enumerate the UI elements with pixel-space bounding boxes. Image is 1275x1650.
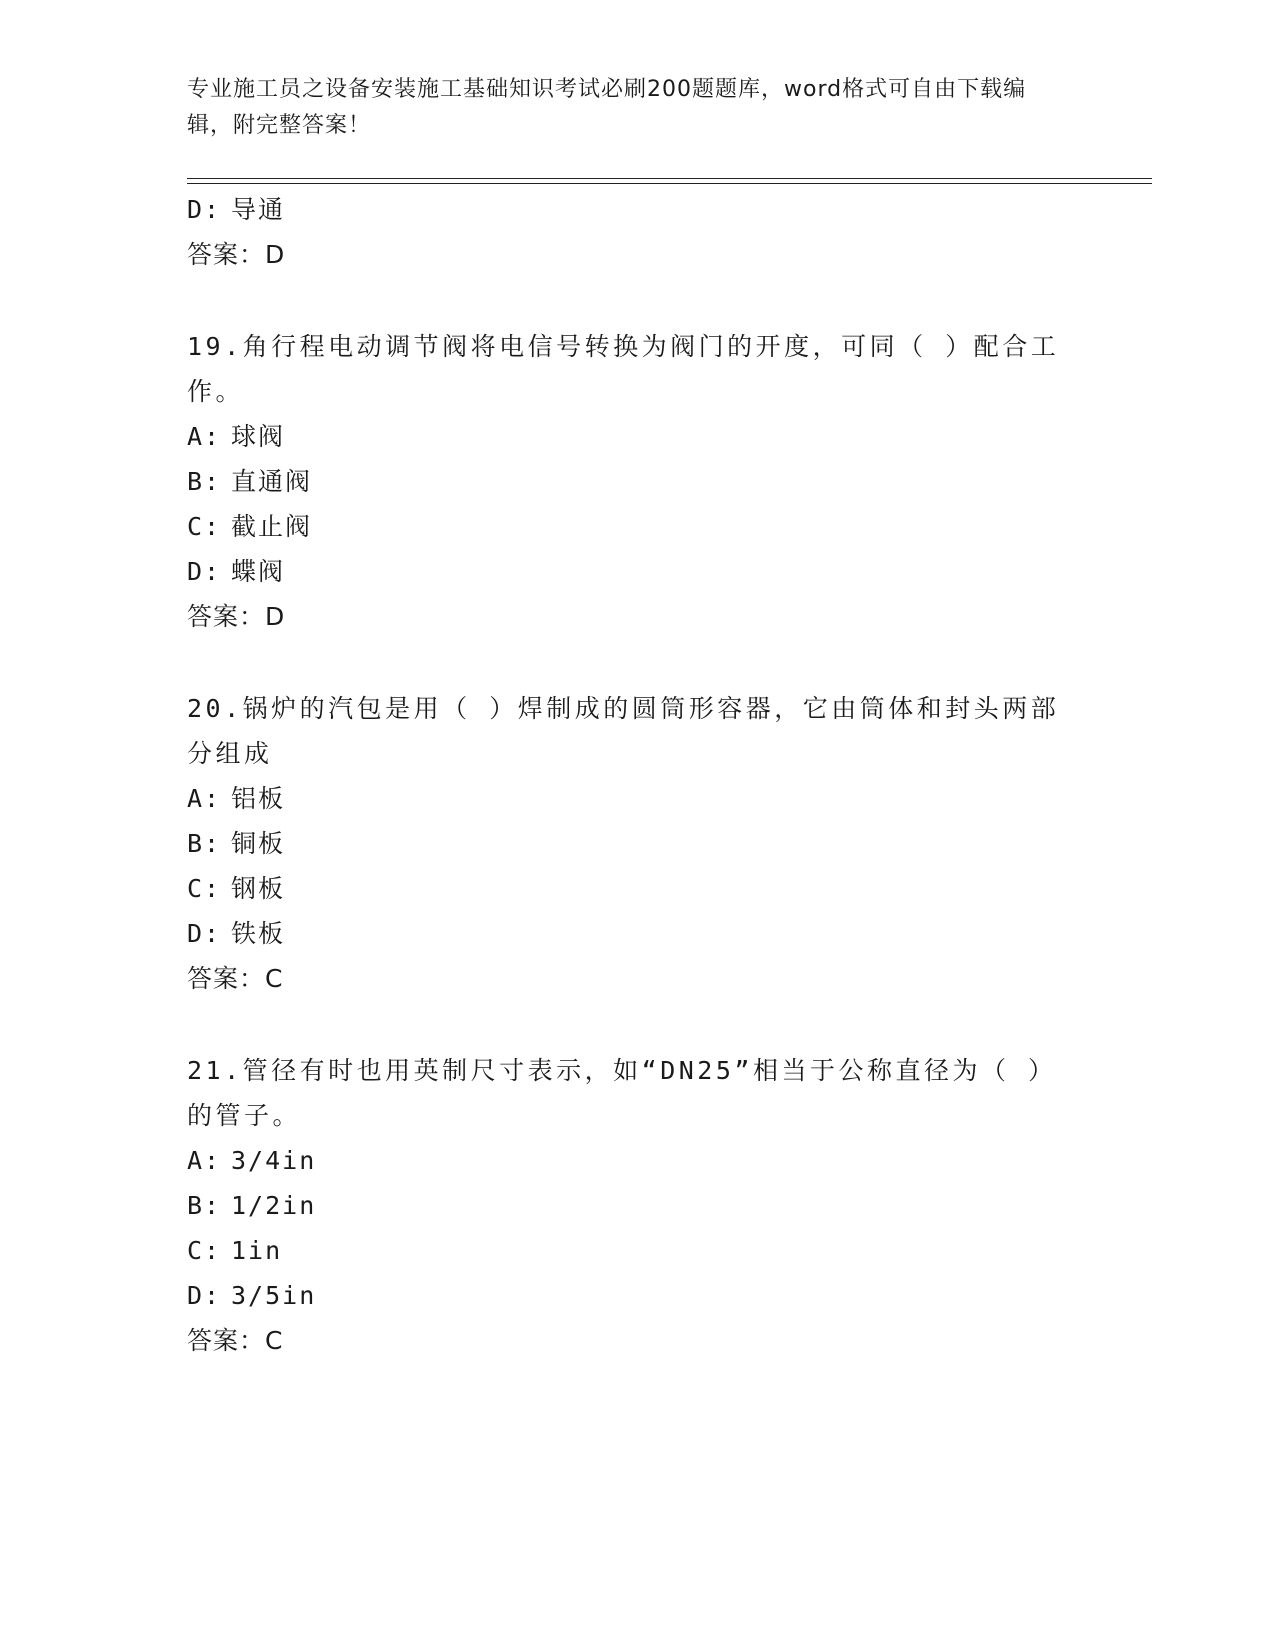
option-text: 铜板: [231, 829, 286, 858]
option-letter: D:: [187, 1281, 222, 1310]
option-letter: A:: [187, 1146, 222, 1175]
option-letter: C:: [187, 512, 222, 541]
option-a: [187, 1138, 1067, 1183]
option-text: 3/4in: [231, 1146, 317, 1175]
option-text: 1in: [231, 1236, 283, 1265]
question-20: [187, 686, 1067, 1002]
option-a: [187, 776, 1067, 821]
answer-line: 答案：D: [187, 602, 286, 631]
option-text: 铁板: [231, 919, 286, 948]
option-d: [187, 1273, 1067, 1318]
option-letter: B:: [187, 1191, 222, 1220]
option-b: [187, 459, 1067, 504]
option-text: 直通阀: [231, 467, 313, 496]
header-divider-bottom: [187, 183, 1152, 184]
header-divider-top: [187, 178, 1152, 179]
question-text: 19.角行程电动调节阀将电信号转换为阀门的开度，可同（ ）配合工作。: [187, 332, 1060, 406]
option-text: 铝板: [231, 784, 286, 813]
option-letter: C:: [187, 1236, 222, 1265]
option-letter: D:: [187, 919, 222, 948]
question-19: [187, 324, 1067, 640]
option-d: [187, 549, 1067, 594]
document-header: 专业施工员之设备安装施工基础知识考试必刷200题题库，word格式可自由下载编辑，附完整答案！: [187, 77, 1027, 138]
answer-line: 答案：C: [187, 1326, 284, 1355]
question-text: 21.管径有时也用英制尺寸表示，如“DN25”相当于公称直径为（ ）的管子。: [187, 1056, 1057, 1130]
option-c: [187, 504, 1067, 549]
option-letter: A:: [187, 784, 222, 813]
option-b: [187, 1183, 1067, 1228]
option-c: [187, 866, 1067, 911]
question-text: 20.锅炉的汽包是用（ ）焊制成的圆筒形容器，它由筒体和封头两部分组成: [187, 694, 1060, 768]
option-a: [187, 414, 1067, 459]
option-letter: B:: [187, 829, 222, 858]
answer-line: 答案：D: [187, 240, 286, 269]
option-letter: C:: [187, 874, 222, 903]
answer-line: 答案：C: [187, 964, 284, 993]
option-text: 截止阀: [231, 512, 313, 541]
option-letter: D:: [187, 195, 222, 224]
question-list: [187, 187, 1067, 1364]
option-b: [187, 821, 1067, 866]
option-letter: A:: [187, 422, 222, 451]
option-text: 3/5in: [231, 1281, 317, 1310]
question-21: [187, 1048, 1067, 1364]
option-c: [187, 1228, 1067, 1273]
option-letter: D:: [187, 557, 222, 586]
option-text: 蝶阀: [231, 557, 286, 586]
option-text: 导通: [231, 195, 286, 224]
option-d: [187, 911, 1067, 956]
option-d: [187, 187, 1067, 232]
option-text: 钢板: [231, 874, 286, 903]
option-letter: B:: [187, 467, 222, 496]
option-text: 球阀: [231, 422, 286, 451]
option-text: 1/2in: [231, 1191, 317, 1220]
